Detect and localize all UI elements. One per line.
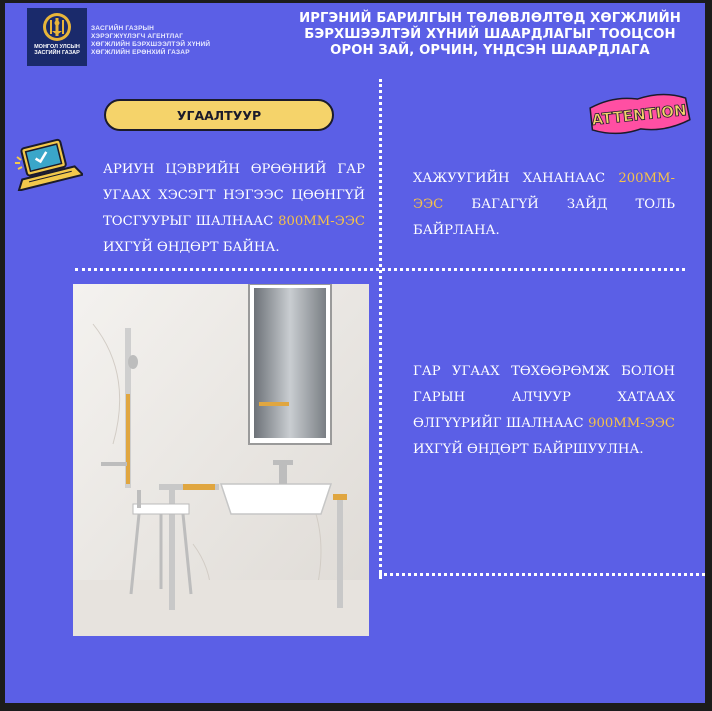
p3-text-before: ГАР УГААХ ТӨХӨӨРӨМЖ БОЛОН ГАРЫН АЛЧУУР ХАТААХ ӨЛГҮҮРИЙГ ШАЛНААС <box>413 364 675 431</box>
agency-line-4: ХӨГЖЛИЙН ЕРӨНХИЙ ГАЗАР <box>91 49 190 56</box>
page-title <box>281 11 699 59</box>
p3-text-after: ИХГҮЙ ӨНДӨРТ БАЙРШУУЛНА. <box>413 442 644 457</box>
p1-text-before: АРИУН ЦЭВРИЙН ӨРӨӨНИЙ ГАР УГААХ ХЭСЭГТ НЭГЭЭС ЦӨӨНГҮЙ ТОСГУУРЫГ ШАЛНААС <box>103 162 365 229</box>
paragraph-faucet-height <box>103 157 365 261</box>
title-line-1: ИРГЭНИЙ БАРИЛГЫН ТӨЛӨВЛӨЛТӨД ХӨГЖЛИЙН <box>299 11 681 26</box>
p3-highlight: 900ММ-ЭЭС <box>588 416 675 431</box>
section-label-pill: УГААЛТУУР <box>104 99 334 131</box>
agency-name <box>91 25 261 57</box>
p2-highlight: 200ММ-ЭЭС <box>413 171 675 212</box>
paragraph-sink-height <box>413 359 675 463</box>
logo-line-2: ЗАСГИЙН ГАЗАР <box>34 50 80 56</box>
vertical-dotted-divider <box>379 79 382 579</box>
attention-text: ATTENTION <box>590 101 688 129</box>
lower-dotted-divider <box>379 573 705 576</box>
soyombo-emblem-icon <box>42 12 72 42</box>
paragraph-mirror-distance <box>413 166 675 244</box>
p1-text-after: ИХГҮЙ ӨНДӨРТ БАЙНА. <box>103 240 280 255</box>
p1-highlight: 800ММ-ЭЭС <box>278 214 365 229</box>
government-logo <box>27 8 87 66</box>
agency-line-3: ХӨГЖЛИЙН БЭРХШЭЭЛТЭЙ ХҮНИЙ <box>91 41 211 48</box>
infographic-frame <box>5 3 705 703</box>
p2-text-after: БАГАГҮЙ ЗАЙД ТОЛЬ БАЙРЛАНА. <box>413 197 675 238</box>
title-line-3: ОРОН ЗАЙ, ОРЧИН, ҮНДСЭН ШААРДЛАГА <box>330 43 650 58</box>
agency-line-1: ЗАСГИЙН ГАЗРЫН <box>91 25 155 32</box>
logo-text <box>34 44 80 56</box>
agency-line-2: ХЭРЭГЖҮҮЛЭГЧ АГЕНТЛАГ <box>91 33 184 40</box>
accessible-bathroom-photo <box>73 284 369 636</box>
attention-sticker-icon <box>585 91 693 137</box>
p2-text-before: ХАЖУУГИЙН ХАНАНААС <box>413 171 619 186</box>
logo-line-1: МОНГОЛ УЛСЫН <box>34 44 80 50</box>
bottom-edge <box>0 703 712 711</box>
horizontal-dotted-divider <box>75 268 685 271</box>
title-line-2: БЭРХШЭЭЛТЭЙ ХҮНИЙ ШААРДЛАГЫГ ТООЦСОН <box>304 27 676 42</box>
laptop-checkmark-icon <box>11 135 83 191</box>
